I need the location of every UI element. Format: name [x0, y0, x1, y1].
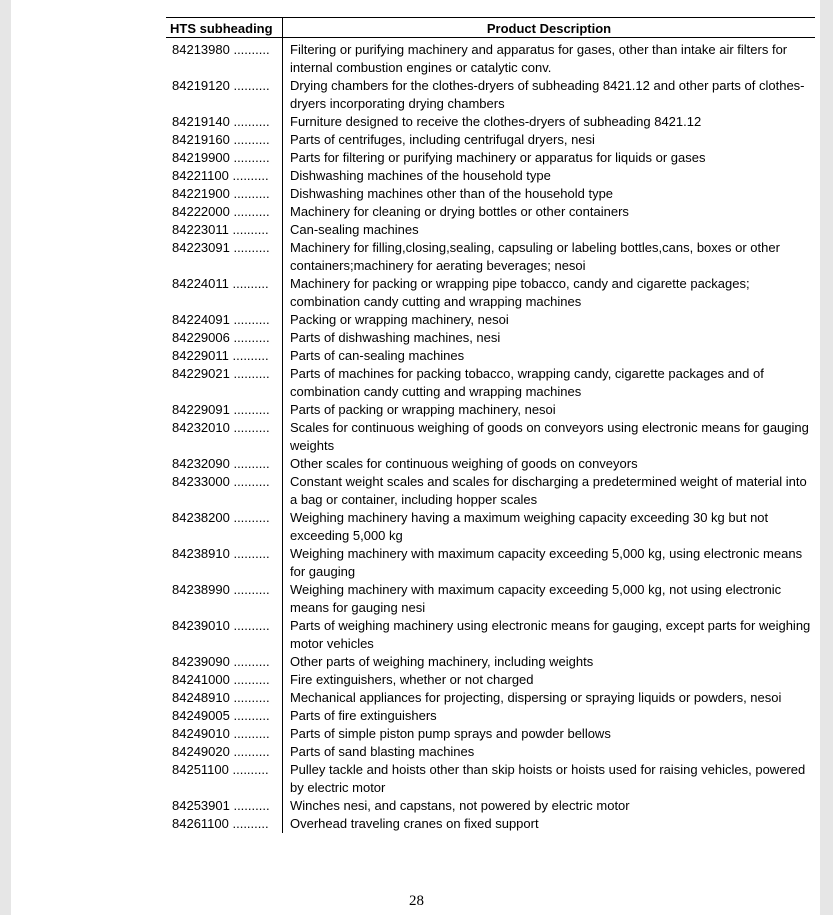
- product-description-cell: Filtering or purifying machinery and apparatus for gases, other than intake air filters for internal combustion engines or catalytic conv.: [290, 42, 788, 75]
- table-row: [166, 797, 815, 815]
- table-row: [166, 743, 815, 761]
- table-row: [166, 203, 815, 221]
- product-description-cell: Other parts of weighing machinery, including weights: [290, 654, 594, 669]
- product-description-cell: Scales for continuous weighing of goods on conveyors using electronic means for gauging weights: [290, 420, 809, 453]
- product-description-cell: Dishwashing machines of the household type: [290, 168, 551, 183]
- page-number: 28: [409, 893, 424, 909]
- table-row: [166, 113, 815, 131]
- product-description-cell: Machinery for packing or wrapping pipe tobacco, candy and cigarette packages; combination candy cutting and wrapping machines: [290, 276, 750, 309]
- table-row: [166, 38, 815, 78]
- product-description-cell: Parts of machines for packing tobacco, wrapping candy, cigarette packages and of combination candy cutting and wrapping machines: [290, 366, 764, 399]
- product-description-cell: Other scales for continuous weighing of goods on conveyors: [290, 456, 638, 471]
- hts-code-cell: 84222000 ..........: [166, 203, 283, 221]
- hts-code-cell: 84221100 ..........: [166, 167, 283, 185]
- document-page: [11, 0, 820, 915]
- product-description-cell: Drying chambers for the clothes-dryers of subheading 8421.12 and other parts of clothes-dryers incorporating drying chambers: [290, 78, 805, 111]
- product-description-cell: Parts of dishwashing machines, nesi: [290, 330, 501, 345]
- product-description-cell: Pulley tackle and hoists other than skip hoists or hoists used for raising vehicles, powered by electric motor: [290, 762, 806, 795]
- table-row: [166, 419, 815, 455]
- product-description-cell: Machinery for filling,closing,sealing, capsuling or labeling bottles,cans, boxes or other containers;machinery for aerating beverages; nesoi: [290, 240, 780, 273]
- table-row: [166, 149, 815, 167]
- product-description-cell: Weighing machinery having a maximum weighing capacity exceeding 30 kg but not exceeding 5,000 kg: [290, 510, 769, 543]
- hts-code-cell: 84239010 ..........: [166, 617, 283, 653]
- product-description-cell: Overhead traveling cranes on fixed support: [290, 816, 539, 831]
- hts-code-cell: 84251100 ..........: [166, 761, 283, 797]
- hts-code-cell: 84229011 ..........: [166, 347, 283, 365]
- product-description-cell: Parts of weighing machinery using electronic means for gauging, except parts for weighing motor vehicles: [290, 618, 811, 651]
- hts-code-cell: 84219900 ..........: [166, 149, 283, 167]
- table-row: [166, 653, 815, 671]
- table-row: [166, 545, 815, 581]
- product-description-cell: Parts of fire extinguishers: [290, 708, 437, 723]
- product-description-cell: Winches nesi, and capstans, not powered by electric motor: [290, 798, 630, 813]
- hts-code-cell: 84238200 ..........: [166, 509, 283, 545]
- product-description-cell: Can-sealing machines: [290, 222, 419, 237]
- table-row: [166, 671, 815, 689]
- hts-code-cell: 84249010 ..........: [166, 725, 283, 743]
- hts-table: [166, 17, 815, 833]
- table-row: [166, 473, 815, 509]
- product-description-cell: Parts for filtering or purifying machinery or apparatus for liquids or gases: [290, 150, 706, 165]
- hts-code-cell: 84261100 ..........: [166, 815, 283, 833]
- hts-code-cell: 84219140 ..........: [166, 113, 283, 131]
- hts-code-cell: 84238910 ..........: [166, 545, 283, 581]
- table-row: [166, 311, 815, 329]
- hts-code-cell: 84224091 ..........: [166, 311, 283, 329]
- product-description-cell: Packing or wrapping machinery, nesoi: [290, 312, 509, 327]
- product-description-cell: Parts of sand blasting machines: [290, 744, 475, 759]
- hts-code-cell: 84219160 ..........: [166, 131, 283, 149]
- table-row: [166, 239, 815, 275]
- hts-code-cell: 84238990 ..........: [166, 581, 283, 617]
- hts-code-cell: 84219120 ..........: [166, 77, 283, 113]
- hts-code-cell: 84221900 ..........: [166, 185, 283, 203]
- table-row: [166, 761, 815, 797]
- product-description-cell: Fire extinguishers, whether or not charged: [290, 672, 534, 687]
- hts-code-cell: 84241000 ..........: [166, 671, 283, 689]
- table-row: [166, 725, 815, 743]
- table-row: [166, 581, 815, 617]
- table-row: [166, 689, 815, 707]
- product-description-cell: Parts of packing or wrapping machinery, nesoi: [290, 402, 556, 417]
- table-row: [166, 617, 815, 653]
- hts-code-cell: 84232010 ..........: [166, 419, 283, 455]
- product-description-cell: Weighing machinery with maximum capacity exceeding 5,000 kg, not using electronic means for gauging nesi: [290, 582, 782, 615]
- product-description-cell: Furniture designed to receive the clothes-dryers of subheading 8421.12: [290, 114, 702, 129]
- table-row: [166, 185, 815, 203]
- table-row: [166, 131, 815, 149]
- table-row: [166, 509, 815, 545]
- hts-code-cell: 84223091 ..........: [166, 239, 283, 275]
- table-row: [166, 455, 815, 473]
- product-description-cell: Parts of centrifuges, including centrifugal dryers, nesi: [290, 132, 595, 147]
- table-row: [166, 347, 815, 365]
- product-description-cell: Parts of simple piston pump sprays and powder bellows: [290, 726, 611, 741]
- hts-code-cell: 84224011 ..........: [166, 275, 283, 311]
- table-row: [166, 167, 815, 185]
- hts-code-cell: 84248910 ..........: [166, 689, 283, 707]
- table-row: [166, 275, 815, 311]
- product-description-cell: Machinery for cleaning or drying bottles or other containers: [290, 204, 629, 219]
- product-description-cell: Weighing machinery with maximum capacity exceeding 5,000 kg, using electronic means for gauging: [290, 546, 803, 579]
- hts-code-cell: 84249005 ..........: [166, 707, 283, 725]
- table-body: [166, 38, 815, 834]
- hts-code-cell: 84229006 ..........: [166, 329, 283, 347]
- hts-code-cell: 84249020 ..........: [166, 743, 283, 761]
- hts-code-cell: 84253901 ..........: [166, 797, 283, 815]
- table-header-row: [166, 18, 815, 38]
- product-description-cell: Parts of can-sealing machines: [290, 348, 465, 363]
- header-hts-subheading: HTS subheading: [166, 18, 283, 38]
- table-row: [166, 401, 815, 419]
- table-row: [166, 365, 815, 401]
- table-row: [166, 815, 815, 833]
- hts-code-cell: 84223011 ..........: [166, 221, 283, 239]
- product-description-cell: Mechanical appliances for projecting, dispersing or spraying liquids or powders, nesoi: [290, 690, 782, 705]
- hts-code-cell: 84233000 ..........: [166, 473, 283, 509]
- table-row: [166, 77, 815, 113]
- table-row: [166, 221, 815, 239]
- table-row: [166, 707, 815, 725]
- hts-code-cell: 84239090 ..........: [166, 653, 283, 671]
- table-row: [166, 329, 815, 347]
- hts-code-cell: 84229091 ..........: [166, 401, 283, 419]
- product-description-cell: Constant weight scales and scales for discharging a predetermined weight of material into a bag or container, including hopper scales: [290, 474, 807, 507]
- hts-code-cell: 84213980 ..........: [166, 38, 283, 78]
- product-description-cell: Dishwashing machines other than of the household type: [290, 186, 614, 201]
- hts-code-cell: 84232090 ..........: [166, 455, 283, 473]
- header-product-description: Product Description: [283, 18, 816, 38]
- hts-code-cell: 84229021 ..........: [166, 365, 283, 401]
